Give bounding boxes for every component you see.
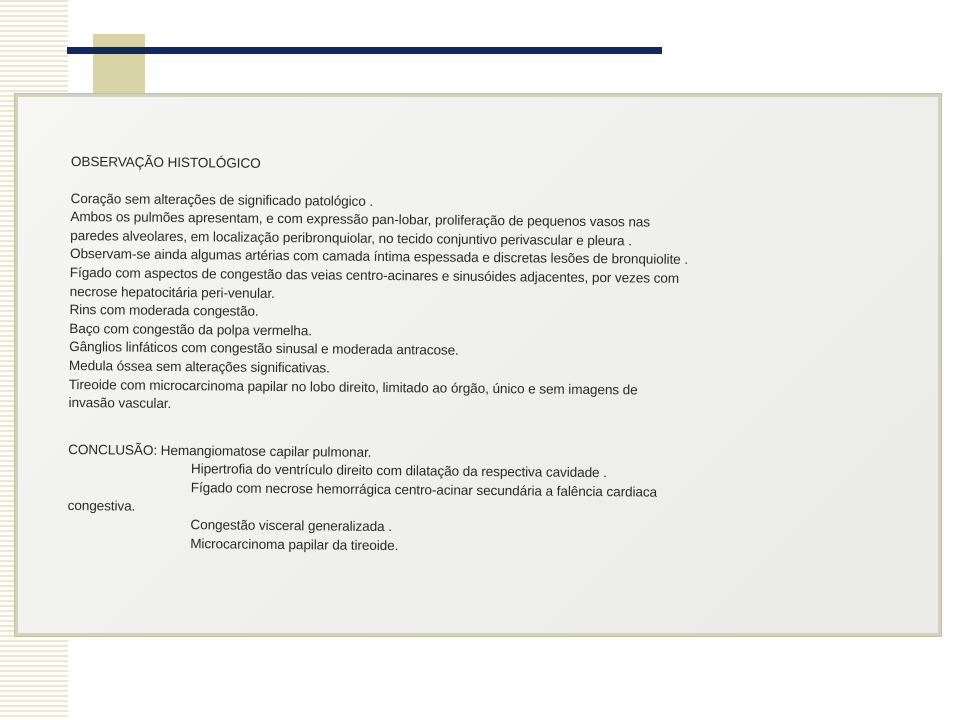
report-text: [67, 153, 891, 560]
report-heading: OBSERVAÇÃO HISTOLÓGICO: [70, 153, 261, 171]
observation-line: Medula óssea sem alterações significativas.: [68, 357, 330, 376]
observation-line: necrose hepatocitária peri-venular.: [69, 283, 275, 301]
conclusion-item: Hipertrofia do ventrículo direito com dilatação da respectiva cavidade .: [190, 461, 607, 481]
observation-line: Baço com congestão da polpa vermelha.: [69, 320, 313, 339]
conclusion-item: Fígado com necrose hemorrágica centro-acinar secundária a falência cardiaca: [190, 480, 658, 500]
decorative-block: [93, 34, 145, 94]
conclusion-item: Hemangiomatose capilar pulmonar.: [160, 442, 372, 460]
observation-line: Rins com moderada congestão.: [69, 302, 259, 319]
conclusion-label: CONCLUSÃO:: [68, 441, 158, 458]
observation-line: Tireoide com microcarcinoma papilar no lobo direito, limitado ao órgão, único e sem imagens de: [68, 376, 638, 397]
observation-line: Fígado com aspectos de congestão das veias centro-acinares e sinusóides adjacentes, por vezes com: [69, 264, 680, 286]
conclusion-item: Microcarcinoma papilar da tireoide.: [190, 535, 399, 553]
observation-line: Ambos os pulmões apresentam, e com expressão pan-lobar, proliferação de pequenos vasos nas: [70, 209, 651, 230]
observation-line: Observam-se ainda algumas artérias com camada íntima espessada e discretas lesões de bronquiolite .: [69, 246, 689, 268]
observation-line: invasão vascular.: [68, 395, 172, 412]
observation-line: Gânglios linfáticos com congestão sinusal e moderada antracose.: [69, 339, 459, 359]
observation-line: paredes alveolares, em localização peribronquiolar, no tecido conjuntivo perivascular e pleura .: [70, 227, 632, 249]
conclusion-item: Congestão visceral generalizada .: [190, 517, 392, 535]
title-bar: [67, 47, 662, 54]
observation-line: Coração sem alterações de significado patológico .: [70, 190, 374, 209]
scanned-report-image: [18, 97, 938, 633]
conclusion-item: congestiva.: [67, 497, 136, 514]
scanned-report-frame: [14, 93, 942, 637]
